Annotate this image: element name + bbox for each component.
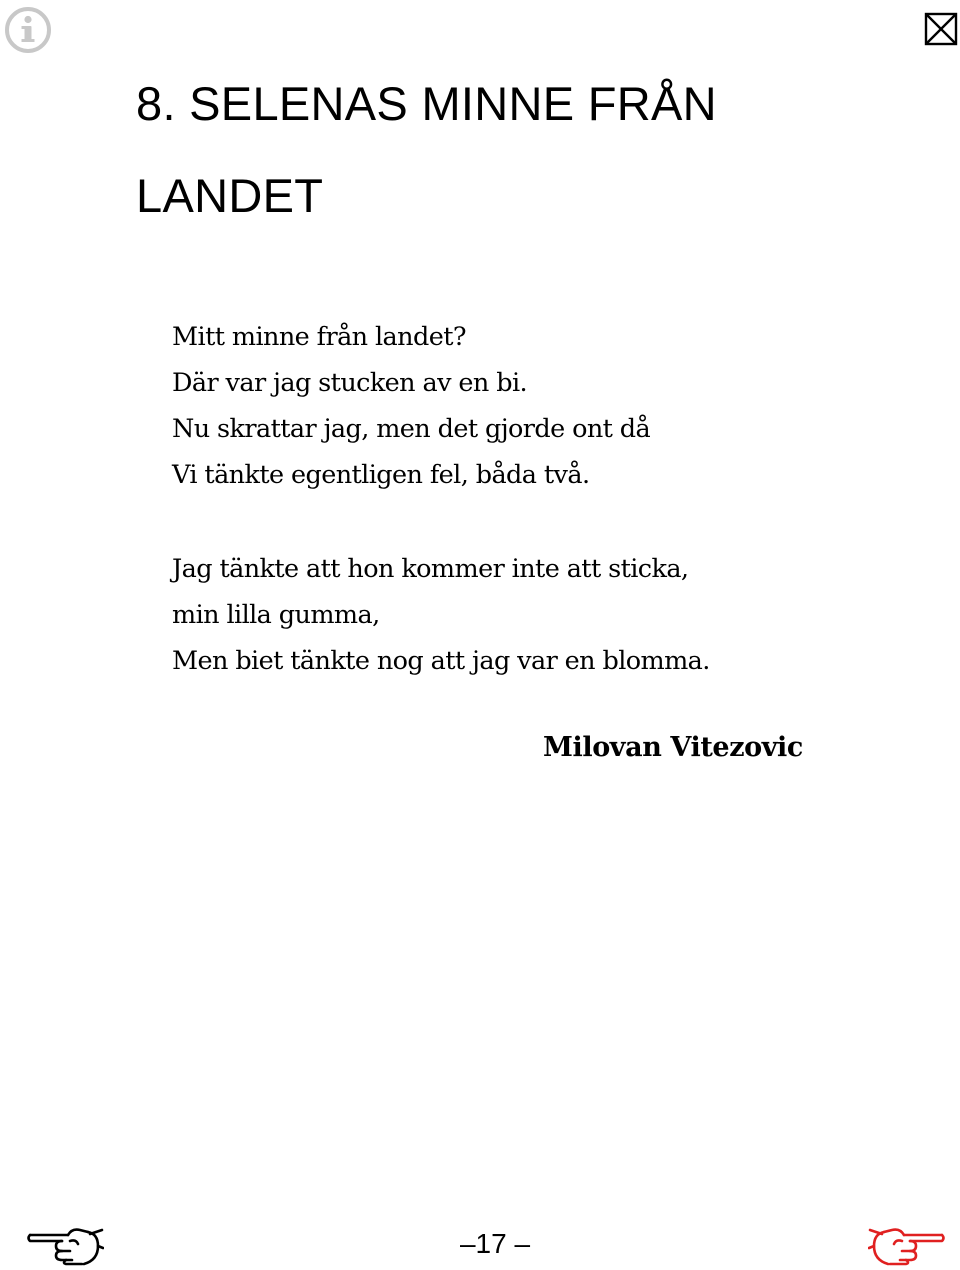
info-button[interactable] [4,6,52,54]
poem-stanza-1 [172,314,892,498]
previous-page-button[interactable] [26,1222,104,1266]
info-icon [4,6,52,54]
page-number: –17 – [459,1228,531,1259]
poem-line: Där var jag stucken av en bi. [172,368,528,398]
chapter-title-line: 8. SELENAS MINNE FRÅN [136,77,717,130]
poem-line: min lilla gumma, [172,600,380,630]
poem-stanza-2 [172,546,892,684]
close-button[interactable] [924,12,958,46]
chapter-title-line: LANDET [136,169,324,222]
poem-line: Vi tänkte egentligen fel, båda två. [172,460,590,490]
close-icon [924,12,958,46]
poem-line: Jag tänkte att hon kommer inte att sticka, [172,554,689,584]
chapter-title [136,58,896,242]
poem-line: Mitt minne från landet? [172,322,466,352]
poem-line: Nu skrattar jag, men det gjorde ont då [172,414,651,444]
next-page-button[interactable] [868,1222,946,1266]
pointing-hand-left-icon [26,1222,104,1266]
pointing-hand-right-icon [868,1222,946,1266]
poem-line: Men biet tänkte nog att jag var en blomma. [172,646,710,676]
poem-author: Milovan Vitezovic [543,732,803,763]
